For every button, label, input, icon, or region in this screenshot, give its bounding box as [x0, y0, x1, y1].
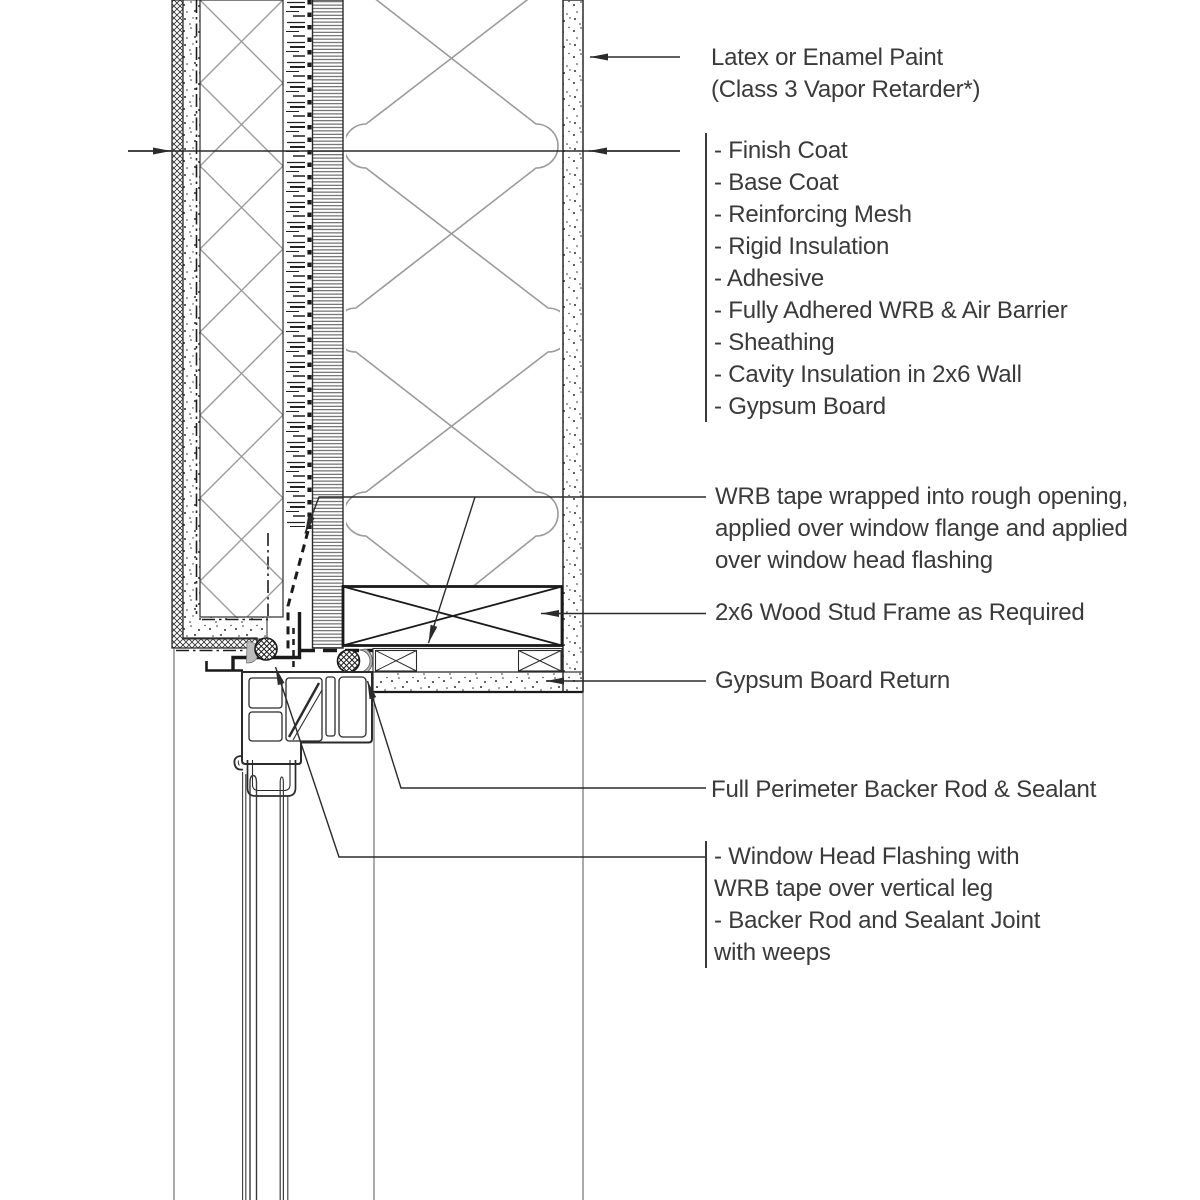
leader-backer-rod: [368, 681, 707, 788]
head-flashing-note-line3: - Backer Rod and Sealant Joint: [714, 907, 1041, 934]
layer-reinforcing-mesh: - Reinforcing Mesh: [714, 201, 912, 228]
paint-note-line2: (Class 3 Vapor Retarder*): [711, 76, 981, 103]
projection-lines: [174, 648, 583, 1200]
layer-adhesive: - Adhesive: [714, 265, 825, 292]
layer-wrb-air-barrier: - Fully Adhered WRB & Air Barrier: [714, 297, 1068, 324]
rigid-insulation-layer: [200, 0, 283, 617]
paint-note-line1: Latex or Enamel Paint: [711, 44, 943, 71]
layer-base-coat: - Base Coat: [714, 169, 839, 196]
stud-frame-note: 2x6 Wood Stud Frame as Required: [715, 599, 1085, 626]
layer-rigid-insulation: - Rigid Insulation: [714, 233, 890, 260]
head-flashing-note-line4: with weeps: [714, 939, 831, 966]
paint-note: [711, 42, 980, 106]
layer-gypsum-board: - Gypsum Board: [714, 393, 886, 420]
backer-rod-eifs-joint: [255, 638, 277, 660]
head-flashing-bracket: [705, 841, 708, 968]
wall-layers-bracket: [705, 133, 708, 422]
sealant-frame-joint: [359, 649, 372, 673]
cavity-insulation-batt: [334, 0, 570, 650]
glazing-unit: [243, 772, 288, 1200]
head-flashing-note: [714, 841, 1040, 969]
head-flashing-note-line2: WRB tape over vertical leg: [714, 875, 993, 902]
wrb-tape-note: [715, 481, 1128, 577]
stud-frame-box: [343, 587, 562, 646]
sheathing-layer: [313, 0, 344, 648]
adhesive-layer: [284, 0, 305, 527]
wrb-tape-note-line1: WRB tape wrapped into rough opening,: [715, 483, 1129, 510]
head-assembly: [174, 587, 583, 1200]
backer-rod-frame-joint: [338, 650, 360, 672]
layer-cavity-insulation: - Cavity Insulation in 2x6 Wall: [714, 361, 1022, 388]
backer-rod-note: Full Perimeter Backer Rod & Sealant: [711, 776, 1097, 803]
head-flashing-note-line1: - Window Head Flashing with: [714, 843, 1020, 870]
wrb-tape-note-line3: over window head flashing: [715, 547, 993, 574]
gypsum-return-board: [373, 672, 583, 692]
blocking-strip: [373, 649, 562, 673]
gypsum-return-note: Gypsum Board Return: [715, 667, 950, 694]
layer-finish-coat: - Finish Coat: [714, 137, 848, 164]
layer-sheathing: - Sheathing: [714, 329, 835, 356]
gypsum-board-layer: [563, 0, 583, 692]
wall-layers-list: [714, 135, 1068, 423]
glazing-channel: [248, 760, 296, 796]
wrb-tape-note-line2: applied over window flange and applied: [715, 515, 1128, 542]
